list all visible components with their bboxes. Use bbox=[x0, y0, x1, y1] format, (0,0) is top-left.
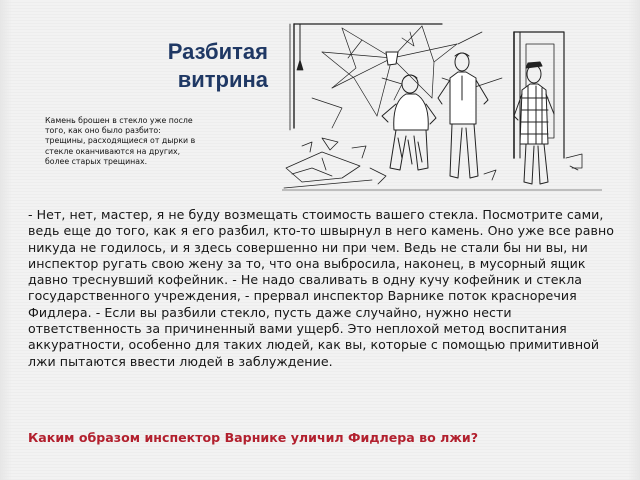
slide-left-shadow bbox=[0, 0, 12, 480]
title-line-2: витрина bbox=[177, 67, 268, 92]
broken-window-illustration bbox=[282, 18, 602, 198]
slide-title bbox=[118, 38, 268, 94]
slide-right-shadow bbox=[628, 0, 640, 480]
title-line-1: Разбитая bbox=[167, 39, 268, 64]
story-text: - Нет, нет, мастер, я не буду возмещать стоимость вашего стекла. Посмотрите сами, ведь еще до того, как я его разбил, кто-то швырнул в него камень. Оно уже все равно никуда не годилось, и я здесь совершенно ни при чем. Ведь не стали бы ни вы, ни инспектор ругать свою жену за то, что она выбросила, наконец, в мусорный ящик давно треснувший кофейник. - Не надо сваливать в одну кучу кофейник и стекла государственного учреждения, - прервал инспектор Варнике поток красноречия Фидлера. - Если вы разбили стекло, пусть даже случайно, нужно нести ответственность за причиненный вами ущерб. Это неплохой метод воспитания аккуратности, особенно для таких людей, как вы, которые с помощью примитивной лжи пытаются ввести людей в заблуждение. bbox=[28, 207, 615, 369]
illustration-caption: Камень брошен в стекло уже после того, как оно было разбито: трещины, расходящиеся от дырки в стекле оканчиваются на других, более старых трещинах. bbox=[45, 116, 196, 166]
riddle-question: Каким образом инспектор Варнике уличил Фидлера во лжи? bbox=[28, 430, 479, 445]
